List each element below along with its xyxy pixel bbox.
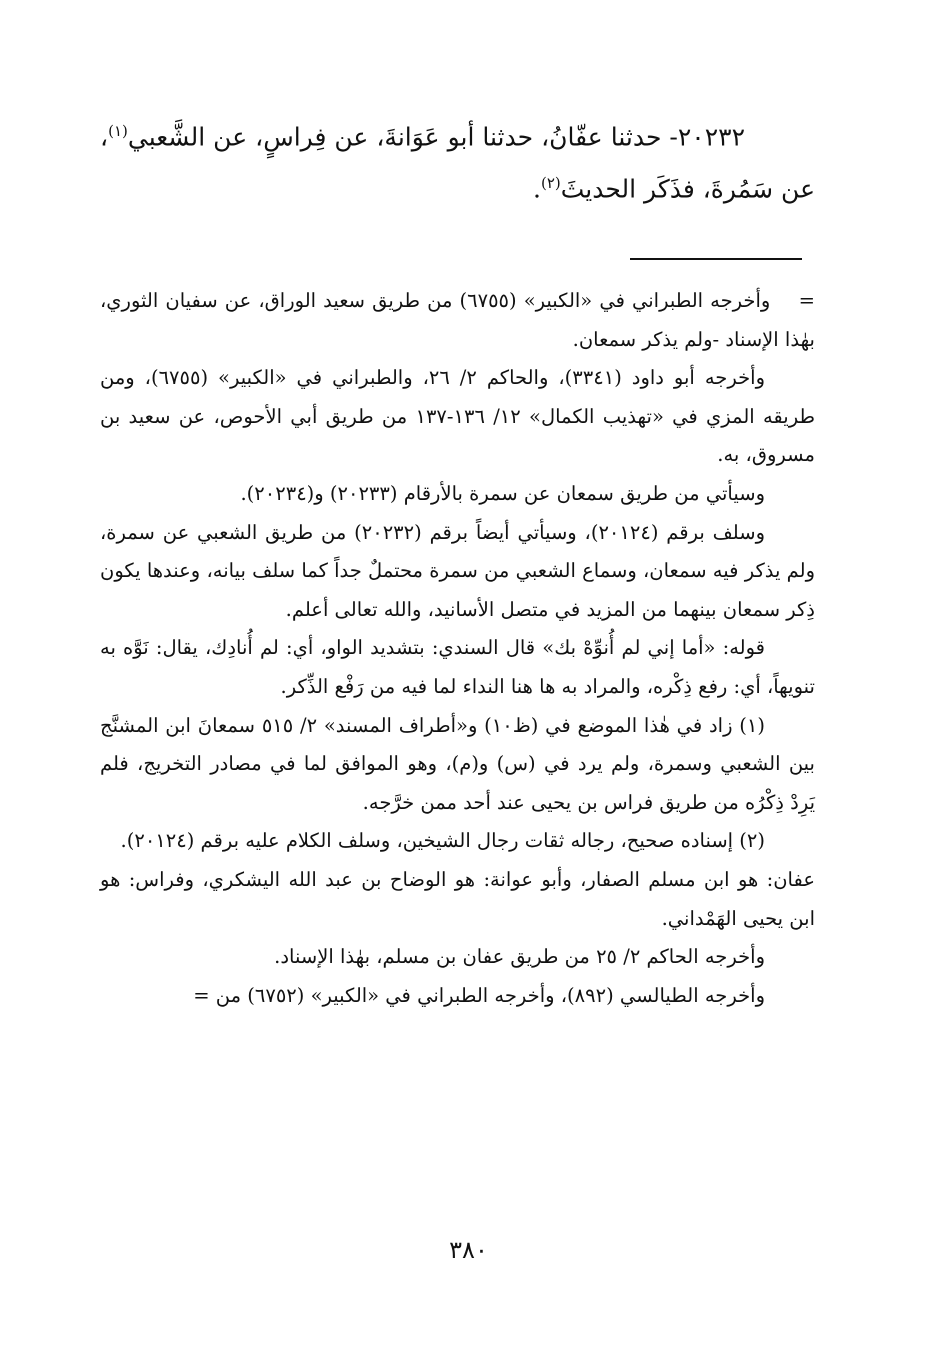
footnote-1: (١) زاد في هٰذا الموضع في (ظ١٠) و«أطراف المسند» ٢/ ٥١٥ سمعانَ ابن المشنَّج بين الشعبي وسمرة، ولم يرد في (س) و(م)، وهو الموافق لما في مصادر التخريج، فلم يَرِدْ ذِكْرُه من طريق فراس بن يحيى عند أحد ممن خرَّجه. bbox=[100, 713, 815, 814]
footnote-paragraph: وأخرجه أبو داود (٣٣٤١)، والحاكم ٢/ ٢٦، والطبراني في «الكبير» (٦٧٥٥)، ومن طريقه المزي في «تهذيب الكمال» ١٢/ ١٣٦-١٣٧ من طريق أبي الأحوص، عن سعيد بن مسروق، به. bbox=[100, 366, 815, 467]
footnote-paragraph: وأخرجه الحاكم ٢/ ٢٥ من طريق عفان بن مسلم، بهٰذا الإسناد. bbox=[274, 945, 765, 969]
footnote-ref-1: (١) bbox=[108, 122, 128, 140]
footnote-continuation: = وأخرجه الطبراني في «الكبير» (٦٧٥٥) من طريق سعيد الوراق، عن سفيان الثوري، بهٰذا الإسناد -ولم يذكر سمعان. bbox=[100, 289, 816, 351]
hadith-text bbox=[100, 108, 815, 213]
footnote-ref-2: (٢) bbox=[540, 174, 561, 193]
footnote-paragraph: عفان: هو ابن مسلم الصفار، وأبو عوانة: هو الوضاح بن عبد الله اليشكري، وفراس: هو ابن يحيى الهَمْداني. bbox=[100, 867, 815, 930]
continuation-marker: = bbox=[798, 289, 816, 312]
footnote-paragraph: وسلف برقم (٢٠١٢٤)، وسيأتي أيضاً برقم (٢٠٢٣٢) من طريق الشعبي عن سمرة، ولم يذكر فيه سمعان، وسماع الشعبي من سمرة محتملٌ جداً كما سلف بيانه، وعندها يكون ذِكر سمعان بينهما من المزيد في متصل الأسانيد، والله تعالى أعلم. bbox=[100, 520, 815, 621]
hadith-paragraph: ٢٠٢٣٢- حدثنا عفّانُ، حدثنا أبو عَوَانةَ، عن فِراسٍ، عن الشَّعبي$^{(١)}$، عن سَمُرةَ، فذَكَر الحديثَ$^{(٢)}$. bbox=[100, 122, 815, 204]
page-number: ٣٨٠ bbox=[449, 1236, 488, 1264]
footnote-separator bbox=[630, 258, 802, 260]
footnote-paragraph: وسيأتي من طريق سمعان عن سمرة بالأرقام (٢٠٢٣٣) و(٢٠٢٣٤). bbox=[240, 481, 765, 505]
footnote-paragraph: قوله: «أما إني لم أُنوِّهْ بك» قال السندي: بتشديد الواو، أي: لم أُنادِك، يقال: نَوَّه به تنويهاً، أي: رفع ذِكْره، والمراد به ها هنا النداء لما فيه من رَفْع الذِّكر. bbox=[100, 636, 815, 698]
footnotes-section bbox=[100, 282, 815, 1015]
footnote-paragraph: وأخرجه الطيالسي (٨٩٢)، وأخرجه الطبراني في «الكبير» (٦٧٥٢) من = bbox=[193, 983, 765, 1007]
hadith-line-2: ، عن سَمُرةَ، فذَكَر الحديثَ bbox=[100, 122, 815, 204]
hadith-line-1: ٢٠٢٣٢- حدثنا عفّانُ، حدثنا أبو عَوَانةَ، عن فِراسٍ، عن الشَّعبي bbox=[127, 122, 745, 152]
footnote-2: (٢) إسناده صحيح، رجاله ثقات رجال الشيخين، وسلف الكلام عليه برقم (٢٠١٢٤). bbox=[120, 829, 765, 853]
